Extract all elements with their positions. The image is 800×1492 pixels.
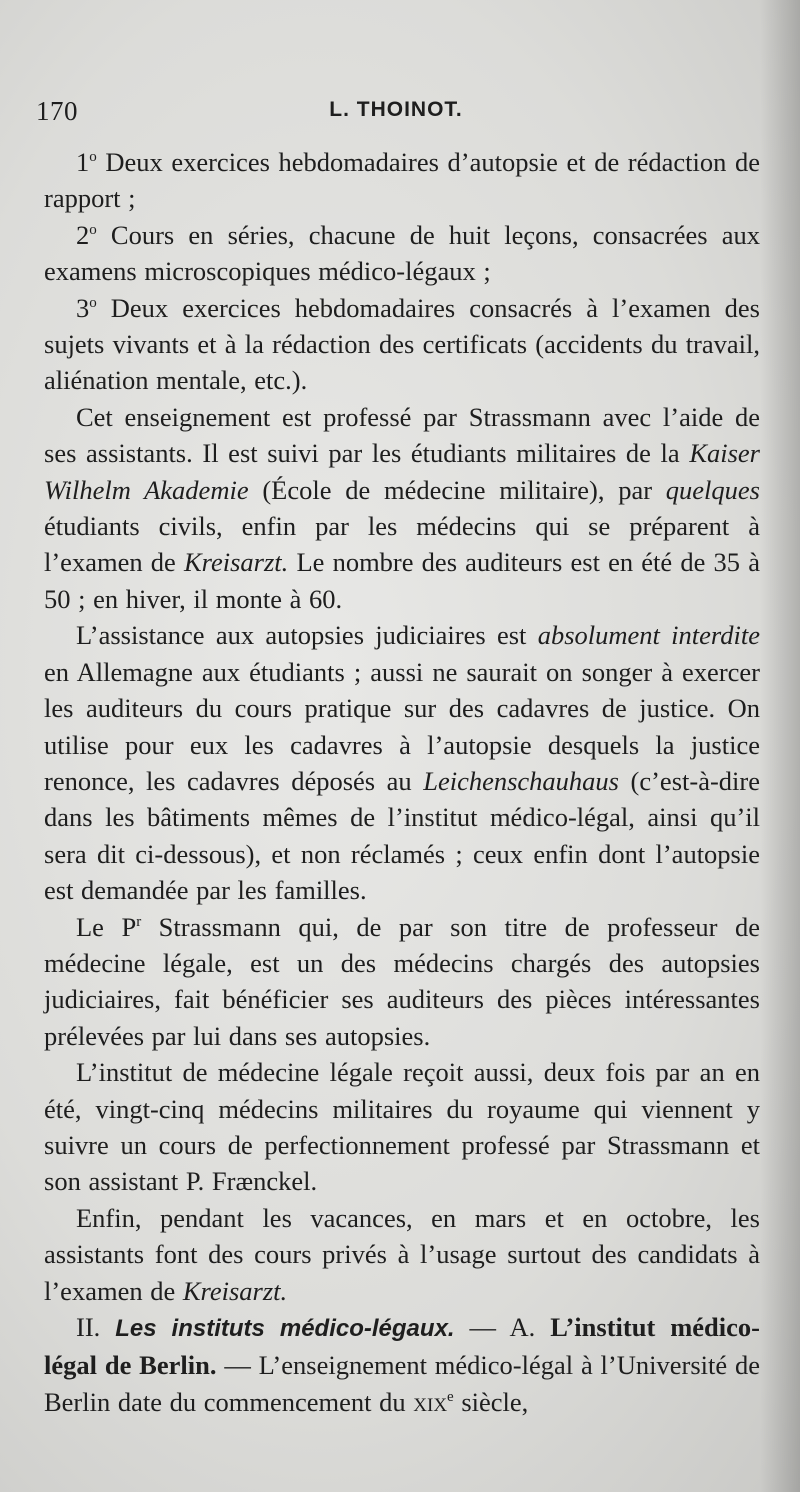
text-run: — L’enseignement médico-légal à l’Université de Berlin date du commencement du [44,1350,760,1417]
text-run: siècle, [453,1386,529,1417]
page-header [36,96,756,136]
text-run: L’assistance aux autopsies judiciaires est [76,620,538,651]
running-head: L. THOINOT. [329,98,463,121]
paragraph-p1 [44,144,760,217]
paragraph-p5 [44,617,760,908]
text-run: Deux exercices hebdomadaires d’autopsie et de rédaction de rapport ; [44,147,760,214]
italic-text-run: Leichenschauhaus [423,765,619,796]
body-text [44,144,760,1420]
text-run: Cours en séries, chacune de huit leçons, consacrées aux examens microscopiques médico-légaux ; [44,219,760,287]
text-run: — A. [454,1312,551,1342]
text-run: Enfin, pendant les vacances, en mars et en octobre, les assistants font des cours privés à l’usage surtout des candidats à l’examen de [44,1202,760,1306]
text-run: en Allemagne aux étudiants ; aussi ne saurait on songer à exercer les auditeurs du cours pratique sur des cadavres de justice. On utilise pour eux les cadavres à l’autopsie desquels la justice renonce, les cadavres déposés au [44,656,760,796]
page-number: 170 [36,96,78,126]
text-run: II. [76,1312,116,1342]
italic-text-run: Kaiser Wilhelm Akademie [44,438,760,505]
text-run: étudiants civils, enfin par les médecins qui se préparent à l’examen de [44,511,760,578]
paragraph-p7 [44,1054,760,1200]
paragraph-p3 [44,290,760,399]
smallcaps-text-run: xix [413,1386,448,1417]
text-run: Strassmann qui, de par son titre de professeur de médecine légale, est un des médecins chargés des autopsies judiciaires, fait bénéficier ses auditeurs des pièces intéressantes prélevées par lui dans ses autopsies. [44,911,760,1051]
text-run: 1 [76,147,90,177]
page-edge-shadow [760,0,800,1492]
superscript-text-run: o [89,221,97,238]
text-run: Deux exercices hebdomadaires consacrés à l’examen des sujets vivants et à la rédaction des certificats (accidents du travail, aliénation mentale, etc.). [44,292,760,396]
superscript-text-run: e [447,1388,454,1405]
paragraph-p6 [44,909,760,1055]
superscript-text-run: r [136,913,142,930]
bold-text-run: L’institut médico-légal de Berlin. [44,1312,760,1381]
text-run: 2 [76,219,90,250]
italic-text-run: absolument interdite [537,620,760,651]
italic-text-run: Kreisarzt. [182,1275,288,1306]
italic-text-run: quelques [665,474,760,505]
paragraph-p9 [44,1309,760,1420]
superscript-text-run: o [89,149,97,166]
bold-italic-text-run: Les instituts médico-légaux. [115,1315,455,1342]
text-run: (c’est-à-dire dans les bâtiments mêmes de l’institut médico-légal, ainsi qu’il sera dit ci-dessous), et non réclamés ; ceux enfin dont l’autopsie est demandée par les familles. [44,765,760,906]
text-run: Le P [76,911,137,942]
text-run: Le nombre des auditeurs est en été de 35 à 50 ; en hiver, il monte à 60. [44,547,760,614]
text-run: Cet enseignement est professé par Strassmann avec l’aide de ses assistants. Il est suivi par les étudiants militaires de la [44,401,760,469]
paragraph-p4 [44,399,760,617]
superscript-text-run: o [89,294,97,311]
paragraph-p2 [44,217,760,290]
text-run: L’institut de médecine légale reçoit aussi, deux fois par an en été, vingt-cinq médecins militaires du royaume qui viennent y suivre un cours de perfectionnement professé par Strassmann et son assistant P. Frænckel. [44,1057,760,1197]
text-run: 3 [76,292,90,323]
text-run: (École de médecine militaire), par [248,474,666,505]
paragraph-p8 [44,1200,760,1309]
italic-text-run: Kreisarzt. [183,547,289,578]
